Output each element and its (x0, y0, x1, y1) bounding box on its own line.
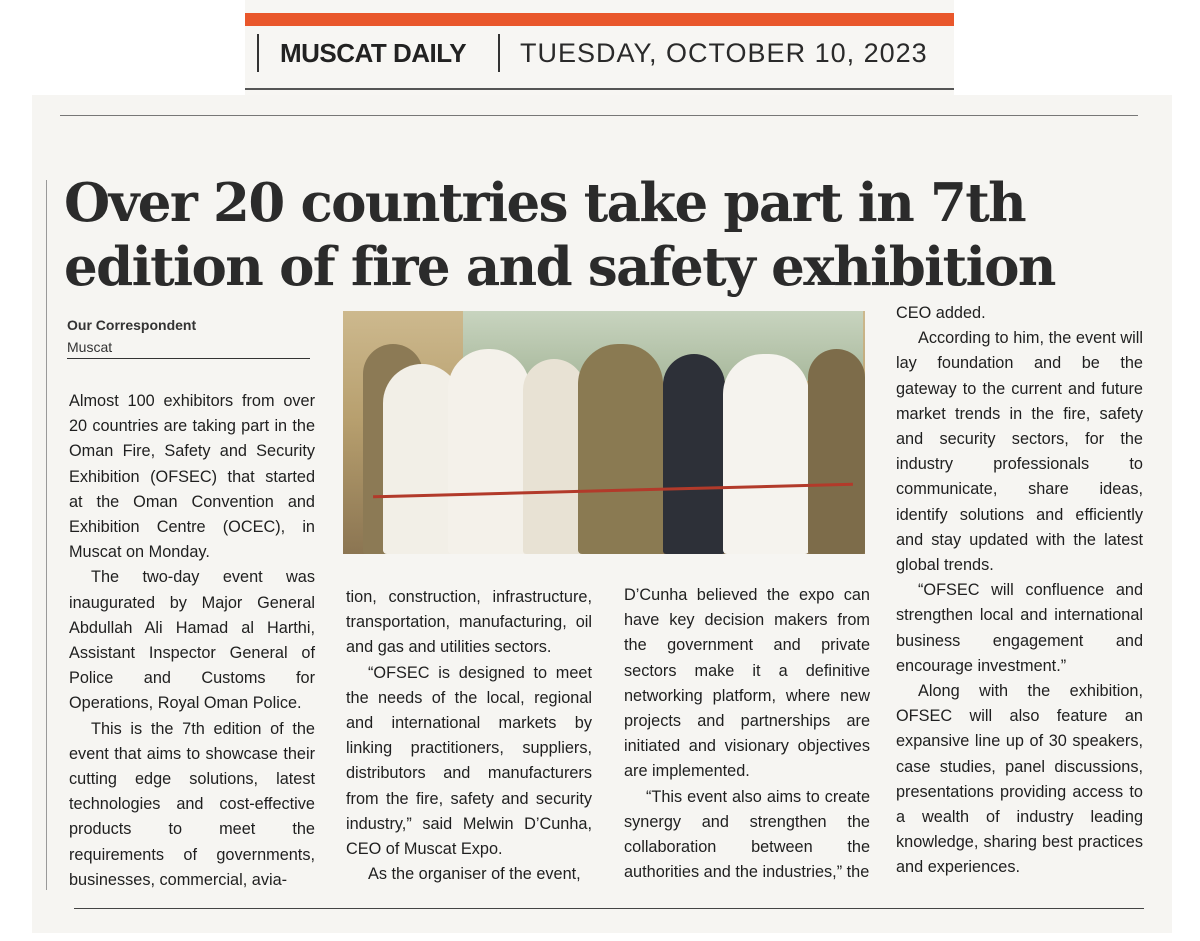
photo-figure (578, 344, 663, 554)
article-column-2 (346, 585, 592, 887)
paragraph: This is the 7th edition of the event that aims to showcase their cutting edge solutions, latest technologies and cost-effective products to meet the requirements of governments, businesses, commercial, avia- (69, 719, 315, 889)
article-column-4 (896, 301, 1143, 881)
divider (60, 115, 1138, 116)
paragraph: As the organiser of the event, (368, 865, 581, 884)
photo-figure (663, 354, 725, 554)
byline: Our Correspondent (67, 317, 197, 333)
divider (46, 180, 47, 890)
paragraph: The two-day event was inaugurated by Major General Abdullah Ali Hamad al Harthi, Assistant Inspector General of Police and Customs for Operations, Royal Oman Police. (69, 568, 315, 713)
ribbon-cutting-photo (343, 311, 865, 554)
masthead-accent-bar (245, 13, 954, 26)
paragraph: tion, construction, infrastructure, transportation, manufacturing, oil and gas and utilities sectors. (346, 588, 592, 657)
paragraph: “OFSEC is designed to meet the needs of the local, regional and international markets by linking practitioners, suppliers, distributors and manufacturers from the fire, safety and security industry,” said Melwin D’Cunha, CEO of Muscat Expo. (346, 663, 592, 859)
photo-figure (448, 349, 530, 554)
masthead (245, 0, 954, 98)
paragraph: “OFSEC will confluence and strengthen local and international business engagement and encourage investment.” (896, 581, 1143, 675)
headline: Over 20 countries take part in 7th edition of fire and safety exhibition (64, 172, 1055, 298)
issue-date: TUESDAY, OCTOBER 10, 2023 (520, 38, 928, 68)
paragraph: “This event also aims to create synergy and strengthen the collaboration between the authorities and the industries,” the (624, 787, 870, 882)
divider (257, 34, 259, 72)
dateline-location: Muscat (67, 339, 113, 355)
photo-figure (523, 359, 585, 554)
paragraph: CEO added. (896, 304, 986, 322)
paragraph: Along with the exhibition, OFSEC will also feature an expansive line up of 30 speakers, case studies, panel discussions, presentations providing access to a wealth of industry leading knowledge, sharing best practices and experiences. (896, 682, 1143, 877)
masthead-rule (245, 88, 954, 90)
photo-figure (808, 349, 865, 554)
paragraph: D’Cunha believed the expo can have key decision makers from the government and private sectors make it a definitive networking platform, where new projects and partnerships are initiated and visionary objectives are implemented. (624, 586, 870, 781)
article-column-1 (69, 389, 315, 893)
divider (74, 908, 1144, 909)
paragraph: Almost 100 exhibitors from over 20 countries are taking part in the Oman Fire, Safety and Security Exhibition (OFSEC) that started at the Oman Convention and Exhibition Centre (OCEC), in Muscat on Monday. (69, 392, 315, 562)
paper-name: MUSCAT DAILY (280, 38, 467, 68)
article-column-3 (624, 583, 870, 885)
divider (67, 358, 310, 359)
photo-figure (723, 354, 809, 554)
paragraph: According to him, the event will lay foundation and be the gateway to the current and future market trends in the fire, safety and security sectors, for the industry professionals to communicate, share ideas, identify solutions and efficiently and stay updated with the latest global trends. (896, 329, 1143, 575)
divider (498, 34, 500, 72)
